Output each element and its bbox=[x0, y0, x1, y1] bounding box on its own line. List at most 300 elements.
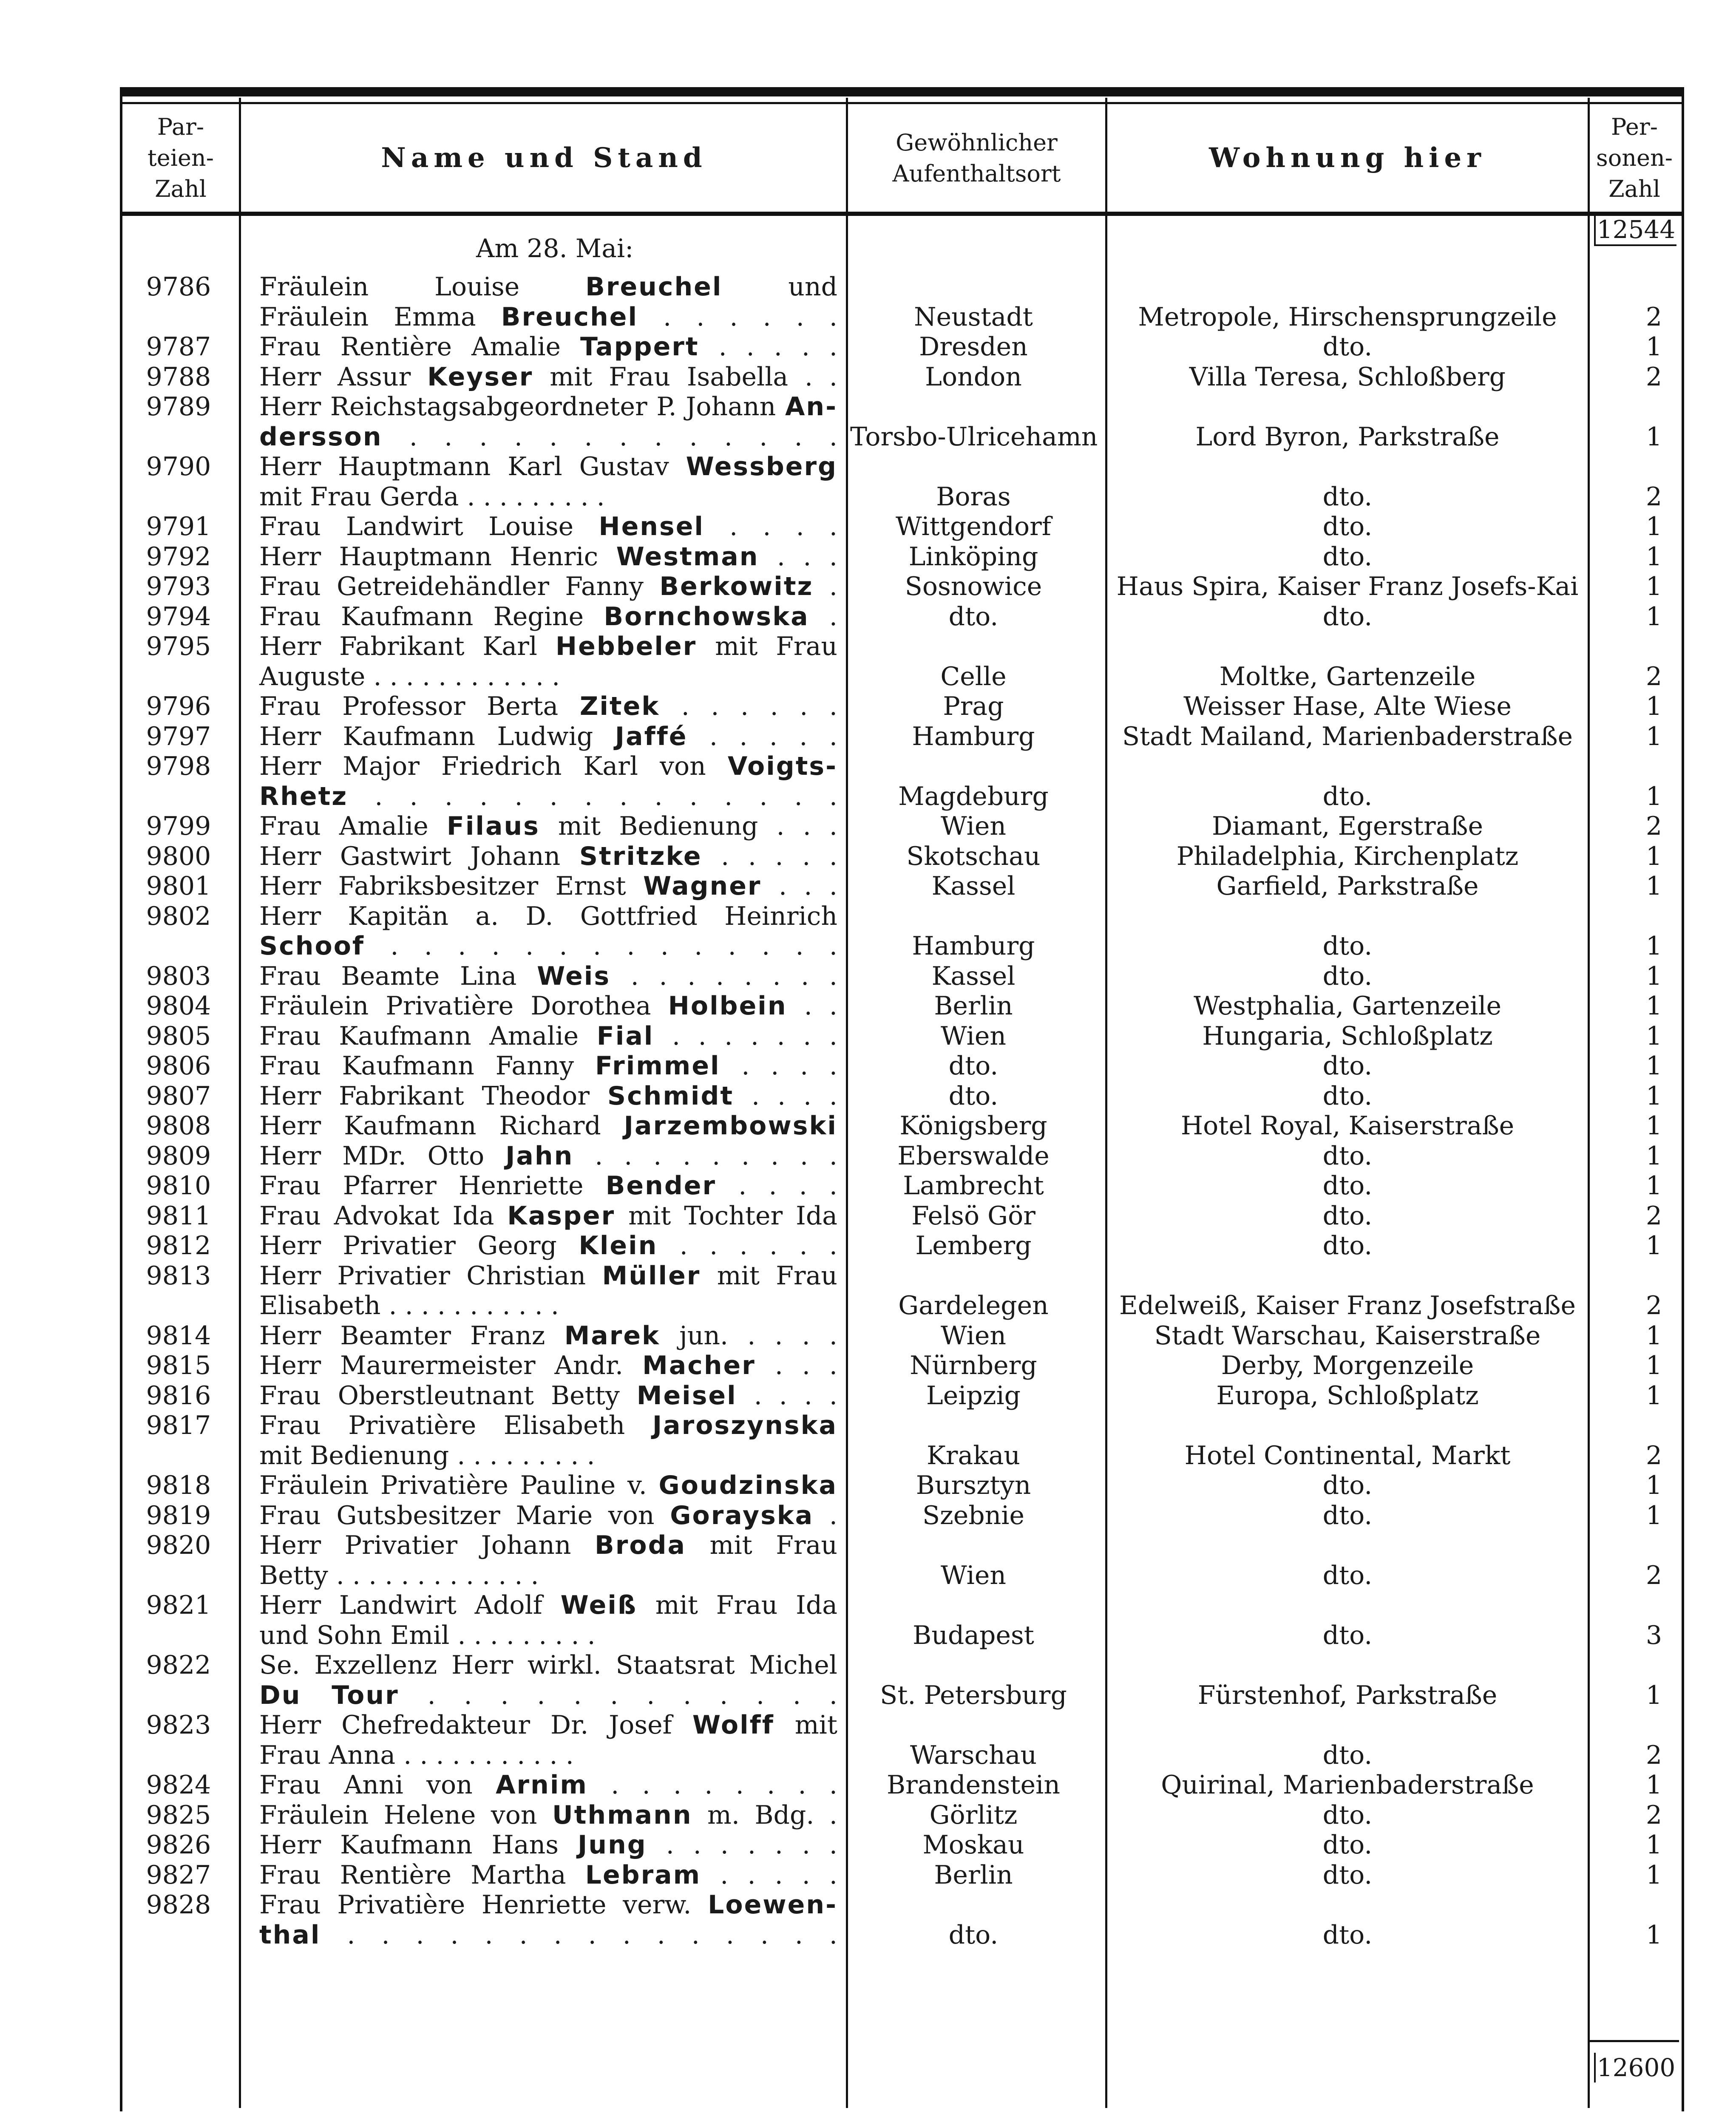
entry-address: Garfield, Parkstraße bbox=[1216, 871, 1479, 901]
entry-name-text: Frau Anna . . . . . . . . . . . bbox=[259, 1740, 574, 1770]
entry-address: dto. bbox=[1322, 1830, 1373, 1860]
entry-name-line bbox=[259, 362, 837, 392]
entry-number: 9815 bbox=[146, 1351, 211, 1380]
entry-name-suffix: mit Frau bbox=[701, 1261, 837, 1291]
entry-number: 9820 bbox=[146, 1530, 211, 1560]
entry-surname: Uthmann bbox=[552, 1800, 692, 1830]
entry-surname: Breuchel bbox=[585, 272, 723, 302]
entry-persons: 2 bbox=[1645, 811, 1662, 841]
entry-surname: dersson bbox=[259, 422, 383, 452]
entry-number: 9795 bbox=[146, 632, 211, 661]
entry-name-suffix: . . . . . . . bbox=[654, 1021, 837, 1051]
entry-number: 9806 bbox=[146, 1051, 211, 1081]
entry-name-suffix: . . bbox=[787, 991, 837, 1021]
entry-surname: Marek bbox=[564, 1320, 660, 1351]
entry-surname: Du Tour bbox=[259, 1680, 399, 1710]
entry-place: Bursztyn bbox=[916, 1470, 1031, 1500]
entry-address: dto. bbox=[1322, 1560, 1373, 1590]
entry-place: Berlin bbox=[934, 991, 1013, 1021]
entry-name-suffix: mit bbox=[774, 1710, 837, 1740]
entry-name-text: Frau Privatière Henriette verw. bbox=[259, 1890, 708, 1920]
col-divider-2 bbox=[846, 98, 848, 2108]
entry-name-suffix: . . . . . . . . . . . . bbox=[399, 1680, 837, 1710]
entry-place: Sosnowice bbox=[905, 572, 1042, 601]
entry-name-suffix: . bbox=[809, 601, 837, 632]
entry-name-suffix: . . . . . bbox=[687, 721, 837, 751]
entry-persons: 1 bbox=[1645, 691, 1662, 721]
entry-name-text: Fräulein Emma bbox=[259, 302, 501, 332]
entry-number: 9801 bbox=[146, 871, 211, 901]
entry-name-text: Herr Privatier Georg bbox=[259, 1231, 579, 1261]
entry-name-text: Herr Gastwirt Johann bbox=[259, 841, 579, 871]
entry-name-suffix: . . . . . bbox=[701, 1860, 837, 1890]
entry-number: 9817 bbox=[146, 1411, 211, 1440]
entry-name-line bbox=[259, 1171, 837, 1201]
entry-address: dto. bbox=[1322, 601, 1373, 632]
entry-name-text: Herr Major Friedrich Karl von bbox=[259, 751, 728, 781]
entry-persons: 1 bbox=[1645, 1141, 1662, 1171]
entry-address: Moltke, Gartenzeile bbox=[1219, 661, 1476, 691]
entry-name-suffix: . . . . . . bbox=[660, 691, 837, 721]
entry-name-suffix: . . . . . . . . . bbox=[573, 1141, 837, 1171]
entry-name-text: Frau Rentière Amalie bbox=[259, 332, 580, 362]
entry-place: Torsbo-Ulricehamn bbox=[850, 422, 1098, 452]
entry-persons: 3 bbox=[1645, 1620, 1662, 1650]
entry-name-suffix: mit Frau Ida bbox=[637, 1590, 837, 1620]
entry-place: Boras bbox=[936, 482, 1011, 512]
entry-number: 9813 bbox=[146, 1261, 211, 1291]
entry-name-suffix: mit Tochter Ida bbox=[615, 1201, 837, 1231]
entry-place: dto. bbox=[948, 1920, 998, 1950]
entry-address: dto. bbox=[1322, 781, 1373, 811]
entry-surname: Schmidt bbox=[607, 1081, 734, 1111]
entry-surname: Goudzinska bbox=[658, 1470, 837, 1500]
entry-name-text: Fräulein Helene von bbox=[259, 1800, 552, 1830]
entry-persons: 1 bbox=[1645, 931, 1662, 961]
entry-place: Wittgendorf bbox=[895, 512, 1051, 541]
entry-address: Hotel Continental, Markt bbox=[1184, 1440, 1511, 1470]
entry-name-line bbox=[259, 1351, 837, 1380]
entry-name-suffix: . . . . . bbox=[702, 841, 837, 871]
entry-surname: Schoof bbox=[259, 931, 365, 961]
entry-surname: Meisel bbox=[636, 1380, 737, 1411]
entry-persons: 2 bbox=[1645, 482, 1662, 512]
entry-persons: 1 bbox=[1645, 1171, 1662, 1201]
entry-name-line bbox=[259, 1740, 837, 1770]
entry-name-line bbox=[259, 811, 837, 841]
entry-surname: Breuchel bbox=[501, 302, 638, 332]
entry-name-suffix: mit Bedienung . . . bbox=[539, 811, 837, 841]
entry-address: dto. bbox=[1322, 1201, 1373, 1231]
entry-name-line bbox=[259, 1081, 837, 1111]
entry-name-text: Herr Hauptmann Henric bbox=[259, 541, 616, 572]
entry-number: 9825 bbox=[146, 1800, 211, 1830]
entry-name-line bbox=[259, 1470, 837, 1500]
entry-surname: Rhetz bbox=[259, 781, 348, 811]
page-total: 12600 bbox=[1594, 2053, 1676, 2082]
entry-persons: 1 bbox=[1645, 1770, 1662, 1800]
entry-surname: Hebbeler bbox=[555, 632, 697, 661]
entry-name-line bbox=[259, 1261, 837, 1291]
entry-name-line bbox=[259, 662, 837, 691]
entry-surname: Broda bbox=[595, 1530, 686, 1560]
header-name-und-stand: Name und Stand bbox=[381, 142, 707, 174]
date-line: Am 28. Mai: bbox=[476, 234, 634, 264]
entry-name-line bbox=[259, 422, 837, 452]
entry-number: 9789 bbox=[146, 392, 211, 422]
entry-place: Kassel bbox=[931, 961, 1016, 991]
entry-name-suffix: . bbox=[814, 1500, 837, 1530]
entry-name-text: Herr Kapitän a. D. Gottfried Heinrich bbox=[259, 901, 837, 931]
entry-address: dto. bbox=[1322, 1920, 1373, 1950]
entry-surname: Stritzke bbox=[579, 841, 702, 871]
entry-address: dto. bbox=[1322, 1051, 1373, 1081]
entry-surname: Holbein bbox=[668, 991, 787, 1021]
entry-address: Derby, Morgenzeile bbox=[1221, 1351, 1474, 1380]
entry-number: 9807 bbox=[146, 1081, 211, 1111]
entry-number: 9811 bbox=[146, 1201, 211, 1231]
entry-surname: Loewen- bbox=[708, 1890, 837, 1920]
entry-place: Felsö Gör bbox=[911, 1201, 1035, 1231]
entry-name-suffix: . . . . . . . . . . . . . . bbox=[348, 781, 837, 811]
entry-address: Stadt Mailand, Marienbaderstraße bbox=[1122, 721, 1573, 751]
entry-surname: Tappert bbox=[580, 332, 699, 362]
entry-name-text: Herr Reichstagsabgeordneter P. Johann bbox=[259, 392, 785, 422]
entry-name-text: Herr Hauptmann Karl Gustav bbox=[259, 452, 686, 482]
entry-place: Szebnie bbox=[922, 1500, 1024, 1530]
entry-number: 9790 bbox=[146, 452, 211, 482]
entry-name-text: mit Bedienung . . . . . . . . . bbox=[259, 1440, 595, 1470]
entry-name-suffix: . . . . bbox=[720, 1051, 838, 1081]
entry-place: Moskau bbox=[922, 1830, 1024, 1860]
entry-place: dto. bbox=[948, 1081, 998, 1111]
entry-persons: 1 bbox=[1645, 991, 1662, 1021]
entry-address: Philadelphia, Kirchenplatz bbox=[1176, 841, 1519, 871]
entry-place: St. Petersburg bbox=[880, 1680, 1067, 1710]
entry-address: dto. bbox=[1322, 1081, 1373, 1111]
entry-name-line bbox=[259, 452, 837, 482]
entry-surname: Zitek bbox=[579, 691, 660, 721]
entry-surname: Jung bbox=[578, 1830, 647, 1860]
entry-name-suffix: . . . bbox=[761, 871, 837, 901]
entry-place: Linköping bbox=[908, 541, 1038, 572]
entry-persons: 2 bbox=[1645, 302, 1662, 332]
entry-place: Krakau bbox=[926, 1440, 1021, 1470]
entry-place: Neustadt bbox=[914, 302, 1033, 332]
entry-place: Dresden bbox=[919, 332, 1028, 362]
entry-number: 9809 bbox=[146, 1141, 211, 1171]
entry-persons: 1 bbox=[1645, 541, 1662, 572]
entry-place: Magdeburg bbox=[898, 781, 1049, 811]
entry-name-line bbox=[259, 1411, 837, 1440]
entry-name-line bbox=[259, 1830, 837, 1860]
entry-name-line bbox=[259, 1051, 837, 1081]
entry-persons: 1 bbox=[1645, 1500, 1662, 1530]
entry-name-text: Herr Kaufmann Hans bbox=[259, 1830, 578, 1860]
entry-number: 9803 bbox=[146, 961, 211, 991]
header-wohnung: Wohnung hier bbox=[1209, 142, 1486, 174]
entry-name-text: Herr Beamter Franz bbox=[259, 1320, 564, 1351]
entry-surname: Klein bbox=[579, 1231, 658, 1261]
entry-name-line bbox=[259, 1770, 837, 1800]
entry-name-text: Herr Chefredakteur Dr. Josef bbox=[259, 1710, 692, 1740]
entry-number: 9823 bbox=[146, 1710, 211, 1740]
entry-place: Prag bbox=[943, 691, 1004, 721]
entry-persons: 1 bbox=[1645, 422, 1662, 452]
entry-place: Brandenstein bbox=[887, 1770, 1060, 1800]
entry-name-line bbox=[259, 332, 837, 362]
entry-surname: Voigts- bbox=[727, 751, 837, 781]
entry-persons: 2 bbox=[1645, 1740, 1662, 1770]
entry-persons: 1 bbox=[1645, 572, 1662, 601]
entry-address: dto. bbox=[1322, 931, 1373, 961]
entry-persons: 1 bbox=[1645, 601, 1662, 632]
entry-name-line bbox=[259, 1381, 837, 1411]
entry-name-line bbox=[259, 842, 837, 871]
entry-name-text: Fräulein Privatière Dorothea bbox=[259, 991, 668, 1021]
entry-surname: Bender bbox=[605, 1171, 717, 1201]
entry-name-line bbox=[259, 1890, 837, 1920]
entry-address: dto. bbox=[1322, 1231, 1373, 1261]
entry-number: 9798 bbox=[146, 751, 211, 781]
entry-persons: 2 bbox=[1645, 1560, 1662, 1590]
entry-name-line bbox=[259, 782, 837, 811]
entry-place: London bbox=[925, 362, 1022, 392]
entry-address: Edelweiß, Kaiser Franz Josefstraße bbox=[1119, 1291, 1576, 1320]
entry-name-line bbox=[259, 512, 837, 541]
entry-surname: Weiß bbox=[560, 1590, 638, 1620]
entry-persons: 1 bbox=[1645, 1320, 1662, 1351]
entry-name-suffix: mit Frau Isabella . . bbox=[533, 362, 837, 392]
entry-address: dto. bbox=[1322, 1860, 1373, 1890]
entry-number: 9819 bbox=[146, 1500, 211, 1530]
entry-number: 9822 bbox=[146, 1650, 211, 1680]
entry-address: dto. bbox=[1322, 482, 1373, 512]
entry-name-text: Herr Kaufmann Ludwig bbox=[259, 721, 615, 751]
entry-number: 9821 bbox=[146, 1590, 211, 1620]
entry-place: Celle bbox=[940, 661, 1007, 691]
entry-number: 9827 bbox=[146, 1860, 211, 1890]
entry-name-text: Fräulein Privatière Pauline v. bbox=[259, 1470, 659, 1500]
entry-number: 9800 bbox=[146, 841, 211, 871]
entry-name-line bbox=[259, 1590, 837, 1620]
entry-name-line bbox=[259, 392, 837, 422]
entry-name-suffix: jun. . . . . bbox=[660, 1320, 837, 1351]
entry-number: 9824 bbox=[146, 1770, 211, 1800]
entry-place: Nürnberg bbox=[910, 1351, 1037, 1380]
entry-name-text: Auguste . . . . . . . . . . . . bbox=[259, 661, 560, 691]
entry-surname: Westman bbox=[616, 541, 759, 572]
entry-surname: Arnim bbox=[496, 1770, 588, 1800]
entry-name-line bbox=[259, 272, 837, 302]
entry-name-line bbox=[259, 931, 837, 961]
entry-number: 9793 bbox=[146, 572, 211, 601]
entry-number: 9802 bbox=[146, 901, 211, 931]
entry-place: Warschau bbox=[910, 1740, 1037, 1770]
entry-name-line bbox=[259, 751, 837, 781]
entry-persons: 2 bbox=[1645, 1201, 1662, 1231]
entry-surname: Müller bbox=[602, 1261, 701, 1291]
entry-name-suffix: . . . . bbox=[716, 1171, 838, 1201]
entry-address: dto. bbox=[1322, 1171, 1373, 1201]
entry-name-text: Herr Assur bbox=[259, 362, 428, 392]
entry-name-text: Frau Rentière Martha bbox=[259, 1860, 585, 1890]
entry-name-suffix: . . . . . . . . . . . . . . bbox=[365, 931, 837, 961]
entry-name-line bbox=[259, 1021, 837, 1051]
entry-place: Lemberg bbox=[915, 1231, 1032, 1261]
entry-surname: Jarzembowski bbox=[624, 1111, 837, 1141]
entry-place: Gardelegen bbox=[898, 1291, 1049, 1320]
entry-name-line bbox=[259, 1680, 837, 1710]
entry-persons: 1 bbox=[1645, 961, 1662, 991]
entry-name-text: Frau Professor Berta bbox=[259, 691, 580, 721]
entry-name-line bbox=[259, 602, 837, 632]
entry-persons: 1 bbox=[1645, 332, 1662, 362]
entry-name-suffix: . . . . bbox=[734, 1081, 837, 1111]
entry-name-text: Herr Maurermeister Andr. bbox=[259, 1351, 643, 1380]
entry-name-text: Frau Landwirt Louise bbox=[259, 512, 599, 541]
entry-address: dto. bbox=[1322, 1141, 1373, 1171]
entry-address: Stadt Warschau, Kaiserstraße bbox=[1154, 1320, 1541, 1351]
entry-persons: 2 bbox=[1645, 661, 1662, 691]
entry-persons: 1 bbox=[1645, 1111, 1662, 1141]
entry-place: Budapest bbox=[913, 1620, 1034, 1650]
entry-place: Leipzig bbox=[926, 1380, 1021, 1411]
entry-address: Westphalia, Gartenzeile bbox=[1194, 991, 1501, 1021]
entry-name-line bbox=[259, 1291, 837, 1320]
entry-persons: 1 bbox=[1645, 721, 1662, 751]
entry-name-text: und Sohn Emil . . . . . . . . . bbox=[259, 1620, 596, 1650]
entry-name-line bbox=[259, 572, 837, 601]
entry-name-line bbox=[259, 901, 837, 931]
entry-persons: 1 bbox=[1645, 1380, 1662, 1411]
entry-name-text: Frau Oberstleutnant Betty bbox=[259, 1380, 637, 1411]
entry-name-text: Herr Privatier Christian bbox=[259, 1261, 602, 1291]
entry-number: 9812 bbox=[146, 1231, 211, 1261]
entry-name-text: Herr Privatier Johann bbox=[259, 1530, 595, 1560]
entry-persons: 1 bbox=[1645, 1231, 1662, 1261]
entry-number: 9787 bbox=[146, 332, 211, 362]
entry-place: dto. bbox=[948, 1051, 998, 1081]
entry-name-suffix: mit Frau bbox=[686, 1530, 837, 1560]
entry-number: 9791 bbox=[146, 512, 211, 541]
entry-address: dto. bbox=[1322, 1500, 1373, 1530]
entry-number: 9794 bbox=[146, 601, 211, 632]
entry-name-line bbox=[259, 1441, 837, 1470]
entry-name-text: Herr Fabrikant Karl bbox=[259, 632, 556, 661]
entry-number: 9805 bbox=[146, 1021, 211, 1051]
entry-name-line bbox=[259, 871, 837, 901]
entry-place: Skotschau bbox=[906, 841, 1041, 871]
entry-name-line bbox=[259, 691, 837, 721]
entry-persons: 1 bbox=[1645, 1680, 1662, 1710]
entry-number: 9797 bbox=[146, 721, 211, 751]
entry-surname: Hensel bbox=[599, 512, 704, 541]
entry-name-suffix: . . . . . . bbox=[638, 302, 837, 332]
entry-name-text: mit Frau Gerda . . . . . . . . . bbox=[259, 482, 605, 512]
entry-name-suffix: m. Bdg. . bbox=[692, 1800, 837, 1830]
entry-name-suffix: . . . . . . bbox=[658, 1231, 837, 1261]
entry-address: dto. bbox=[1322, 541, 1373, 572]
entry-address: dto. bbox=[1322, 512, 1373, 541]
entry-name-text: Frau Anni von bbox=[259, 1770, 496, 1800]
entry-name-line bbox=[259, 1650, 837, 1680]
entry-place: Eberswalde bbox=[897, 1141, 1050, 1171]
entry-surname: Wessberg bbox=[686, 452, 837, 482]
entry-surname: Kasper bbox=[507, 1201, 616, 1231]
entry-address: Haus Spira, Kaiser Franz Josefs-Kai bbox=[1116, 572, 1579, 601]
entry-name-text: Frau Pfarrer Henriette bbox=[259, 1171, 606, 1201]
entry-address: Lord Byron, Parkstraße bbox=[1195, 422, 1500, 452]
entry-number: 9796 bbox=[146, 691, 211, 721]
entry-name-suffix: . . . bbox=[759, 541, 837, 572]
entry-address: Fürstenhof, Parkstraße bbox=[1197, 1680, 1498, 1710]
entry-surname: Gorayska bbox=[670, 1500, 814, 1530]
entry-place: Görlitz bbox=[929, 1800, 1018, 1830]
entry-surname: Lebram bbox=[585, 1860, 701, 1890]
entry-persons: 1 bbox=[1645, 1860, 1662, 1890]
header-personen-zahl: Per- sonen- Zahl bbox=[1596, 113, 1673, 202]
entry-name-text: Frau Gutsbesitzer Marie von bbox=[259, 1500, 670, 1530]
entry-number: 9799 bbox=[146, 811, 211, 841]
entry-address: Metropole, Hirschensprungzeile bbox=[1138, 302, 1557, 332]
entry-name-suffix: . . . . bbox=[737, 1380, 837, 1411]
entry-number: 9792 bbox=[146, 541, 211, 572]
entry-address: dto. bbox=[1322, 1620, 1373, 1650]
carry-over-total: 12544 bbox=[1594, 215, 1676, 246]
entry-persons: 1 bbox=[1645, 1351, 1662, 1380]
entry-surname: Wolff bbox=[692, 1710, 774, 1740]
entry-name-line bbox=[259, 482, 837, 512]
entry-name-line bbox=[259, 1111, 837, 1141]
entry-surname: An- bbox=[785, 392, 837, 422]
entry-name-suffix: . . . . . . . . . . . . . bbox=[382, 422, 837, 452]
entry-place: Wien bbox=[941, 1560, 1006, 1590]
entry-name-suffix: und bbox=[722, 272, 838, 302]
entry-surname: Filaus bbox=[446, 811, 540, 841]
entry-name-text: Frau Kaufmann Fanny bbox=[259, 1051, 595, 1081]
entry-number: 9786 bbox=[146, 272, 211, 302]
entry-number: 9810 bbox=[146, 1171, 211, 1201]
entry-name-text: Herr Fabriksbesitzer Ernst bbox=[259, 871, 644, 901]
entry-name-suffix: . bbox=[813, 572, 837, 601]
entry-name-suffix: . . . . . . . bbox=[647, 1830, 838, 1860]
entry-number: 9804 bbox=[146, 991, 211, 1021]
entry-address: dto. bbox=[1322, 1470, 1373, 1500]
entry-name-line bbox=[259, 1800, 837, 1830]
header-aufenthaltsort: Gewöhnlicher Aufenthaltsort bbox=[892, 129, 1061, 187]
entry-name-line bbox=[259, 1141, 837, 1171]
entry-place: Wien bbox=[941, 811, 1006, 841]
entry-address: Villa Teresa, Schloßberg bbox=[1189, 362, 1506, 392]
entry-number: 9828 bbox=[146, 1890, 211, 1920]
entry-surname: Jaffé bbox=[615, 721, 688, 751]
entry-name-line bbox=[259, 1561, 837, 1590]
entry-address: Europa, Schloßplatz bbox=[1216, 1380, 1479, 1411]
entry-address: dto. bbox=[1322, 1800, 1373, 1830]
entry-place: Kassel bbox=[931, 871, 1016, 901]
entry-address: Hungaria, Schloßplatz bbox=[1202, 1021, 1493, 1051]
entry-name-text: Frau Amalie bbox=[259, 811, 447, 841]
entry-name-text: Frau Kaufmann Regine bbox=[259, 601, 604, 632]
entry-name-suffix: . . . . bbox=[704, 512, 837, 541]
entry-name-text: Herr Fabrikant Theodor bbox=[259, 1081, 607, 1111]
entry-persons: 1 bbox=[1645, 512, 1662, 541]
entry-name-text: Herr Kaufmann Richard bbox=[259, 1111, 624, 1141]
entry-address: dto. bbox=[1322, 1740, 1373, 1770]
entry-surname: Macher bbox=[642, 1351, 756, 1380]
entry-address: Quirinal, Marienbaderstraße bbox=[1161, 1770, 1534, 1800]
